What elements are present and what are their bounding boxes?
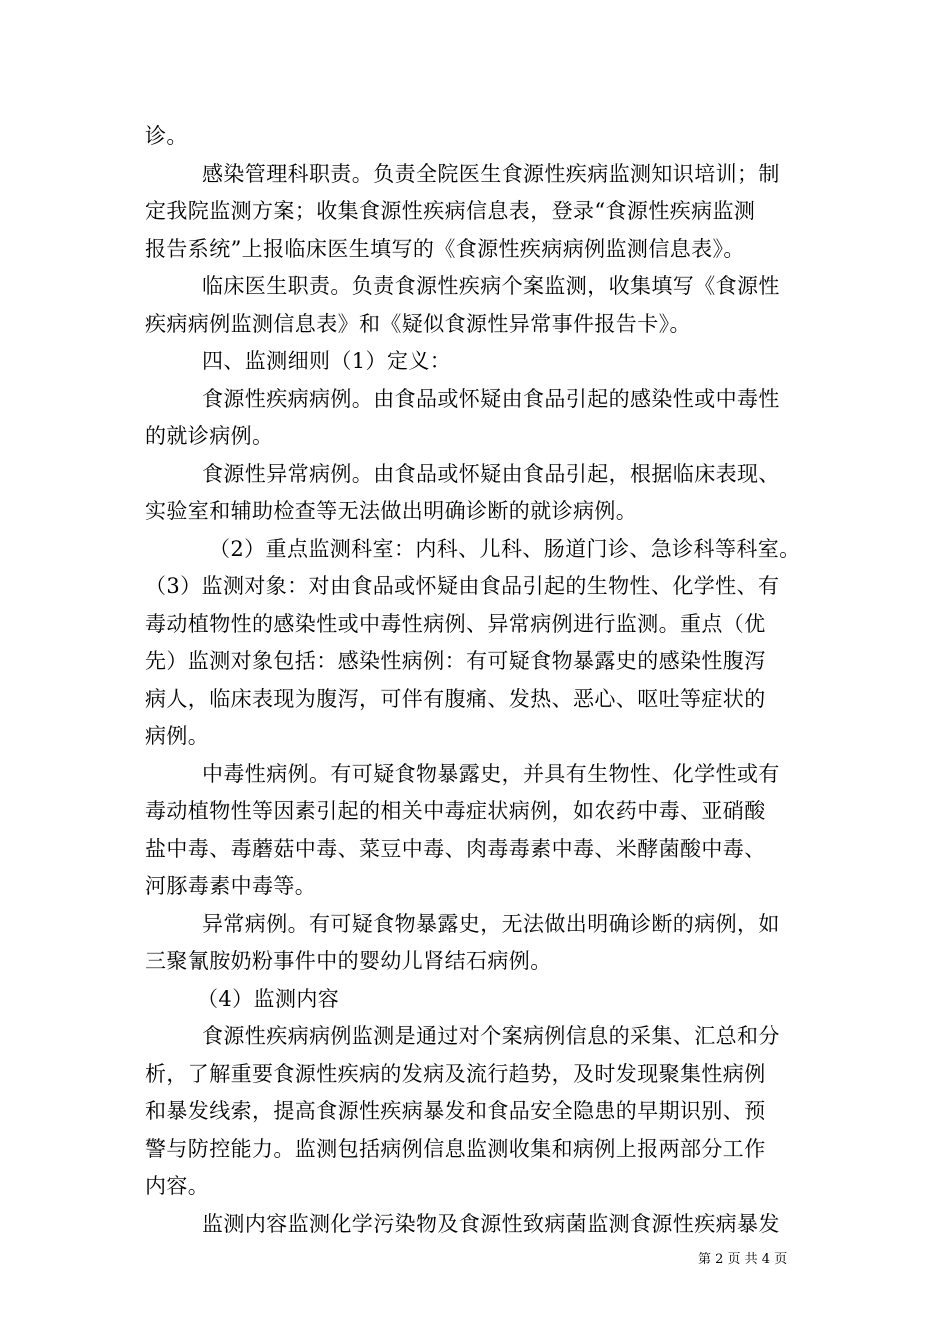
text-line: 病人，临床表现为腹泻，可伴有腹痛、发热、恶心、呕吐等症状的 bbox=[145, 686, 766, 711]
text-line: 实验室和辅助检查等无法做出明确诊断的就诊病例。 bbox=[145, 499, 638, 523]
text-line: 的就诊病例。 bbox=[145, 424, 274, 448]
text-line: 中毒性病例。有可疑食物暴露史，并具有生物性、化学性或有 bbox=[202, 761, 780, 786]
text-line: 析，了解重要食源性疾病的发病及流行趋势，及时发现聚集性病例 bbox=[145, 1061, 766, 1086]
page-number-footer: 第 2 页 共 4 页 bbox=[698, 1252, 788, 1267]
text-line: 定我院监测方案；收集食源性疾病信息表，登录“食源性疾病监测 bbox=[145, 199, 756, 223]
text-line: 诊。 bbox=[145, 124, 188, 148]
text-line: 盐中毒、毒蘑菇中毒、菜豆中毒、肉毒毒素中毒、米酵菌酸中毒、 bbox=[145, 836, 766, 861]
text-line: 毒动植物性的感染性或中毒性病例、异常病例进行监测。重点（优 bbox=[145, 611, 766, 636]
text-line: 食源性异常病例。由食品或怀疑由食品引起，根据临床表现、 bbox=[202, 461, 780, 486]
text-line: 警与防控能力。监测包括病例信息监测收集和病例上报两部分工作 bbox=[145, 1136, 766, 1161]
text-line: 三聚氰胺奶粉事件中的婴幼儿肾结石病例。 bbox=[145, 949, 552, 973]
text-line: 疾病病例监测信息表》和《疑似食源性异常事件报告卡》。 bbox=[145, 311, 691, 336]
text-line: 先）监测对象包括：感染性病例：有可疑食物暴露史的感染性腹泻 bbox=[145, 649, 766, 673]
text-line: 四、监测细则（1）定义： bbox=[202, 349, 452, 373]
text-line: 河豚毒素中毒等。 bbox=[145, 874, 317, 898]
text-line: 食源性疾病病例监测是通过对个案病例信息的采集、汇总和分 bbox=[202, 1024, 780, 1048]
text-line: 异常病例。有可疑食物暴露史，无法做出明确诊断的病例，如 bbox=[202, 911, 780, 936]
text-line: （2）重点监测科室：内科、儿科、肠道门诊、急诊科等科室。 bbox=[209, 536, 801, 561]
text-line: 感染管理科职责。负责全院医生食源性疾病监测知识培训；制 bbox=[202, 161, 780, 186]
text-line: 毒动植物性等因素引起的相关中毒症状病例，如农药中毒、亚硝酸 bbox=[145, 799, 766, 823]
text-line: 食源性疾病病例。由食品或怀疑由食品引起的感染性或中毒性 bbox=[202, 386, 780, 411]
text-line: 和暴发线索，提高食源性疾病暴发和食品安全隐患的早期识别、预 bbox=[145, 1099, 766, 1123]
text-line: （3）监测对象：对由食品或怀疑由食品引起的生物性、化学性、有 bbox=[145, 574, 780, 598]
text-line: 病例。 bbox=[145, 724, 210, 748]
text-line: 内容。 bbox=[145, 1174, 210, 1198]
text-line: 临床医生职责。负责食源性疾病个案监测，收集填写《食源性 bbox=[202, 274, 780, 298]
text-line: 监测内容监测化学污染物及食源性致病菌监测食源性疾病暴发 bbox=[202, 1211, 780, 1236]
text-line: （4）监测内容 bbox=[197, 986, 340, 1011]
text-line: 报告系统”上报临床医生填写的《食源性疾病病例监测信息表》。 bbox=[145, 236, 745, 261]
document-body bbox=[145, 118, 810, 1243]
